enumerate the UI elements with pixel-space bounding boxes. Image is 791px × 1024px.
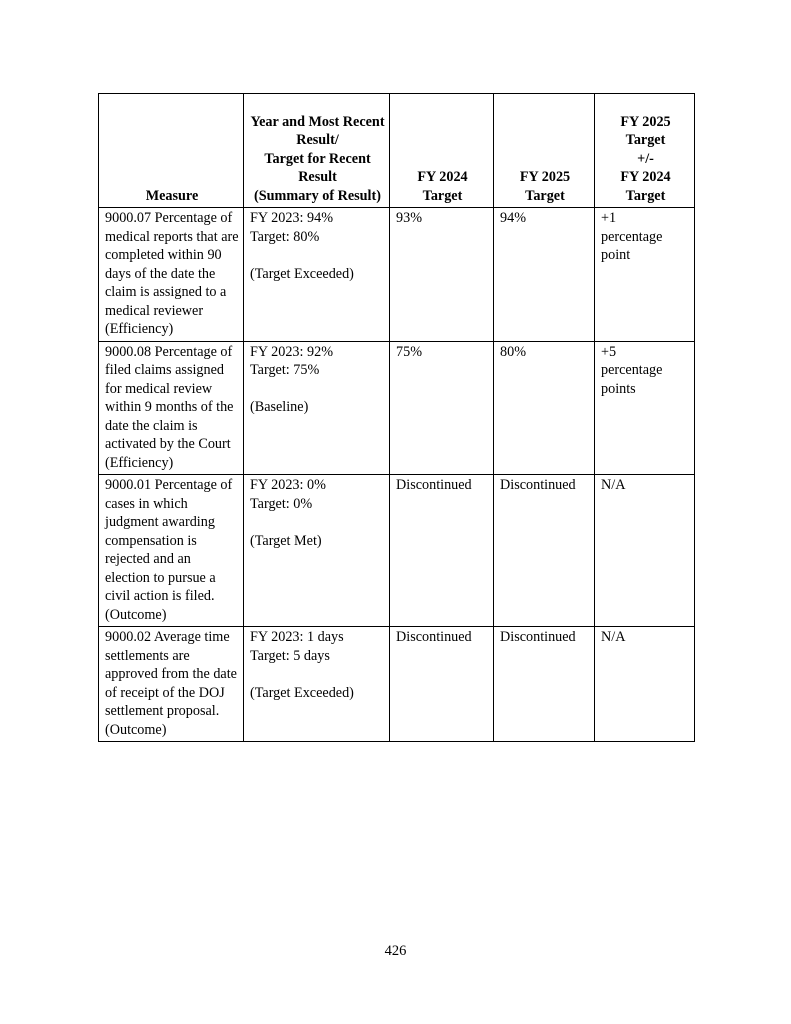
fy2024-cell: Discontinued bbox=[390, 627, 494, 742]
change-cell: +5 percentage points bbox=[595, 341, 695, 475]
table-row bbox=[99, 341, 695, 475]
measure-cell: 9000.08 Percentage of filed claims assigned for medical review within 9 months of the date the claim is activated by the Court (Efficiency) bbox=[99, 341, 244, 475]
table-row bbox=[99, 627, 695, 742]
fy2024-cell: 75% bbox=[390, 341, 494, 475]
header-target-change: FY 2025 Target +/- FY 2024 Target bbox=[595, 94, 695, 208]
result-cell: FY 2023: 0% Target: 0% (Target Met) bbox=[244, 475, 390, 627]
header-fy2024-target: FY 2024 Target bbox=[390, 94, 494, 208]
fy2025-cell: 94% bbox=[494, 208, 595, 342]
table-header-row bbox=[99, 94, 695, 208]
header-measure: Measure bbox=[99, 94, 244, 208]
measure-cell: 9000.02 Average time settlements are approved from the date of receipt of the DOJ settlement proposal. (Outcome) bbox=[99, 627, 244, 742]
header-recent-result: Year and Most Recent Result/ Target for Recent Result (Summary of Result) bbox=[244, 94, 390, 208]
page-number: 426 bbox=[384, 943, 407, 959]
measure-cell: 9000.01 Percentage of cases in which judgment awarding compensation is rejected and an election to pursue a civil action is filed. (Outcome) bbox=[99, 475, 244, 627]
fy2025-cell: Discontinued bbox=[494, 627, 595, 742]
result-cell: FY 2023: 94% Target: 80% (Target Exceeded) bbox=[244, 208, 390, 342]
measure-cell: 9000.07 Percentage of medical reports that are completed within 90 days of the date the claim is assigned to a medical reviewer (Efficiency) bbox=[99, 208, 244, 342]
fy2025-cell: 80% bbox=[494, 341, 595, 475]
performance-measures-table bbox=[98, 93, 695, 742]
table-row bbox=[99, 208, 695, 342]
header-fy2025-target: FY 2025 Target bbox=[494, 94, 595, 208]
change-cell: +1 percentage point bbox=[595, 208, 695, 342]
fy2024-cell: Discontinued bbox=[390, 475, 494, 627]
result-cell: FY 2023: 1 days Target: 5 days (Target Exceeded) bbox=[244, 627, 390, 742]
table-row bbox=[99, 475, 695, 627]
change-cell: N/A bbox=[595, 627, 695, 742]
fy2025-cell: Discontinued bbox=[494, 475, 595, 627]
change-cell: N/A bbox=[595, 475, 695, 627]
fy2024-cell: 93% bbox=[390, 208, 494, 342]
result-cell: FY 2023: 92% Target: 75% (Baseline) bbox=[244, 341, 390, 475]
